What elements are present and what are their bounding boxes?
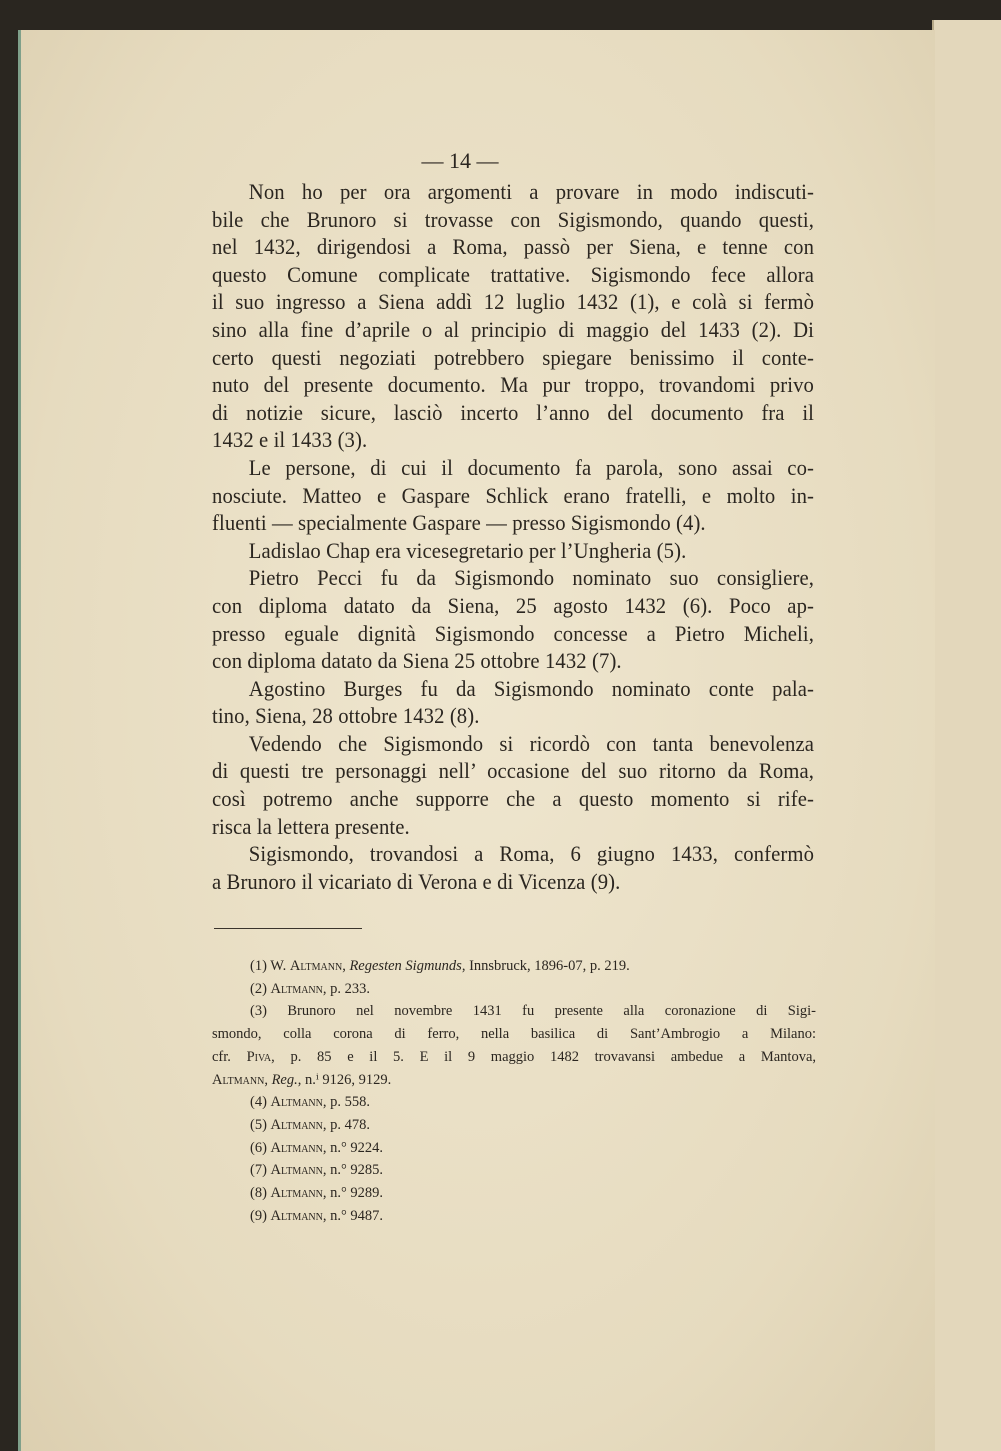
footnote-text: , p. 558.	[322, 1094, 370, 1111]
footnote-6	[212, 1137, 816, 1160]
body-line	[212, 592, 815, 620]
body-line	[212, 178, 815, 206]
body-line-text: con diploma datato da Siena, 25 agosto 1432 (6). Poco ap-	[212, 592, 815, 618]
footnote-separator	[214, 928, 362, 929]
body-line-text: a Brunoro il vicariato di Verona e di Vicenza (9).	[212, 868, 621, 894]
body-line-text: nuto del presente documento. Ma pur troppo, trovandomi privo	[212, 372, 815, 398]
body-line	[212, 868, 766, 896]
footnote-text: , p. 233.	[322, 980, 370, 997]
body-line-text: Pietro Pecci fu da Sigismondo nominato suo consigliere,	[248, 565, 815, 591]
body-line	[212, 206, 815, 234]
body-line-text: 1432 e il 1433 (3).	[212, 427, 368, 453]
footnote-number: (6)	[250, 1139, 271, 1156]
body-line-text: sino alla fine d’aprile o al principio di maggio del 1433 (2). Di	[212, 316, 815, 342]
footnote-4	[212, 1091, 816, 1114]
body-line-text: bile che Brunoro si trovasse con Sigismondo, quando questi,	[212, 206, 815, 232]
body-line	[212, 840, 815, 868]
body-line-text: fluenti — specialmente Gaspare — presso Sigismondo (4).	[212, 510, 706, 536]
adjacent-page-edge	[932, 20, 1001, 1451]
footnote-title: Regesten Sigmunds	[349, 958, 462, 974]
body-line	[212, 785, 815, 813]
footnote-9	[212, 1205, 816, 1228]
body-line-text: di questi tre personaggi nell’ occasione del suo ritorno da Roma,	[212, 758, 815, 784]
footnote-text: , Innsbruck, 1896-07, p. 219.	[461, 958, 630, 974]
footnote-text: , n.° 9487.	[322, 1207, 384, 1224]
body-line	[212, 316, 815, 344]
footnote-7	[212, 1159, 816, 1182]
body-line	[212, 757, 815, 785]
body-line	[212, 702, 766, 730]
body-line-text: Sigismondo, trovandosi a Roma, 6 giugno 1433, confermò	[248, 841, 815, 867]
footnote-2	[212, 978, 816, 1001]
body-line	[212, 813, 766, 841]
footnote-title: Reg.	[271, 1071, 298, 1088]
body-line-text: il suo ingresso a Siena addì 12 luglio 1432 (1), e colà si fermò	[212, 289, 815, 315]
footnote-author: Altmann	[270, 1116, 323, 1133]
footnote-number: (5)	[250, 1116, 271, 1133]
separator: ,	[342, 958, 350, 974]
body-line	[212, 399, 815, 427]
body-line	[212, 509, 766, 537]
body-line	[212, 730, 815, 758]
body-line-text: presso eguale dignità Sigismondo concesse a Pietro Micheli,	[212, 620, 815, 646]
body-line-text: Le persone, di cui il documento fa parola, sono assai co-	[248, 454, 815, 480]
separator: ,	[264, 1071, 272, 1088]
body-line-text: nel 1432, dirigendosi a Roma, passò per Siena, e tenne con	[212, 234, 815, 260]
body-line	[212, 620, 815, 648]
body-line-text: nosciute. Matteo e Gaspare Schlick erano fratelli, e molto in-	[212, 482, 815, 508]
footnote-text: , p. 85 e il 5. E il 9 maggio 1482 trovavansi ambedue a Mantova,	[271, 1048, 817, 1065]
body-line	[212, 288, 815, 316]
body-line	[212, 647, 766, 675]
footnote-author: Altmann	[270, 1185, 323, 1202]
body-line-text: Agostino Burges fu da Sigismondo nominato conte pala-	[248, 675, 815, 701]
body-line	[212, 233, 815, 261]
body-line-text: così potremo anche supporre che a questo momento si rife-	[212, 786, 815, 812]
footnote-number: (9)	[250, 1207, 271, 1224]
body-line	[212, 344, 815, 372]
body-line-text: certo questi negoziati potrebbero spiegare benissimo il conte-	[212, 344, 815, 370]
footnotes	[212, 955, 816, 1227]
body-line	[212, 675, 815, 703]
body-line-text: Vedendo che Sigismondo si ricordò con tanta benevolenza	[248, 730, 815, 756]
body-line	[212, 564, 815, 592]
footnote-line	[212, 1069, 816, 1092]
body-line-text: con diploma datato da Siena 25 ottobre 1432 (7).	[212, 648, 622, 674]
body-line-text: di notizie sicure, lasciò incerto l’anno del documento fra il	[212, 399, 815, 425]
footnote-text: , p. 478.	[322, 1116, 370, 1133]
footnote-number: (4)	[250, 1094, 271, 1111]
body-line-text: Non ho per ora argomenti a provare in modo indiscuti-	[248, 179, 815, 204]
footnote-author: Piva	[246, 1048, 272, 1065]
footnote-line	[212, 1046, 816, 1069]
footnote-line: (3) Brunoro nel novembre 1431 fu presente alla coronazione di Sigi-	[250, 1003, 816, 1020]
body-line	[212, 454, 815, 482]
footnote-number: (2)	[250, 980, 271, 997]
footnote-author: Altmann	[212, 1071, 265, 1088]
body-text	[212, 178, 814, 895]
body-line	[212, 371, 815, 399]
body-line-text: risca la lettera presente.	[212, 813, 410, 839]
body-line	[212, 482, 815, 510]
footnote-line: smondo, colla corona di ferro, nella basilica di Sant’Ambrogio a Milano:	[212, 1026, 816, 1043]
footnote-author: Altmann	[270, 1207, 323, 1224]
body-line	[212, 426, 766, 454]
body-line	[212, 537, 766, 565]
body-line-text: tino, Siena, 28 ottobre 1432 (8).	[212, 703, 480, 729]
footnote-text: , n.° 9285.	[322, 1162, 384, 1179]
footnote-8	[212, 1182, 816, 1205]
footnote-number: (8)	[250, 1185, 271, 1202]
footnote-text: , n.° 9224.	[322, 1139, 384, 1156]
footnote-author: Altmann	[270, 980, 323, 997]
footnote-number: (7)	[250, 1162, 271, 1179]
footnote-text: , n.ⁱ 9126, 9129.	[297, 1071, 392, 1088]
footnote-author: Altmann	[270, 1094, 323, 1111]
footnote-3	[212, 1000, 816, 1091]
page-number: — 14 —	[421, 148, 499, 173]
footnote-author: Altmann	[270, 1162, 323, 1179]
body-line	[212, 261, 815, 289]
body-line-text: Ladislao Chap era vicesegretario per l’Ungheria (5).	[248, 537, 687, 563]
footnote-author: Altmann	[270, 1139, 323, 1156]
footnote-number: (1) W.	[250, 958, 290, 974]
footnote-author: Altmann	[289, 958, 343, 974]
footnote-5	[212, 1114, 816, 1137]
footnote-text: cfr.	[212, 1048, 247, 1065]
footnote-text: , n.° 9289.	[322, 1185, 384, 1202]
body-line-text: questo Comune complicate trattative. Sigismondo fece allora	[212, 261, 815, 287]
footnote-1	[212, 955, 816, 978]
